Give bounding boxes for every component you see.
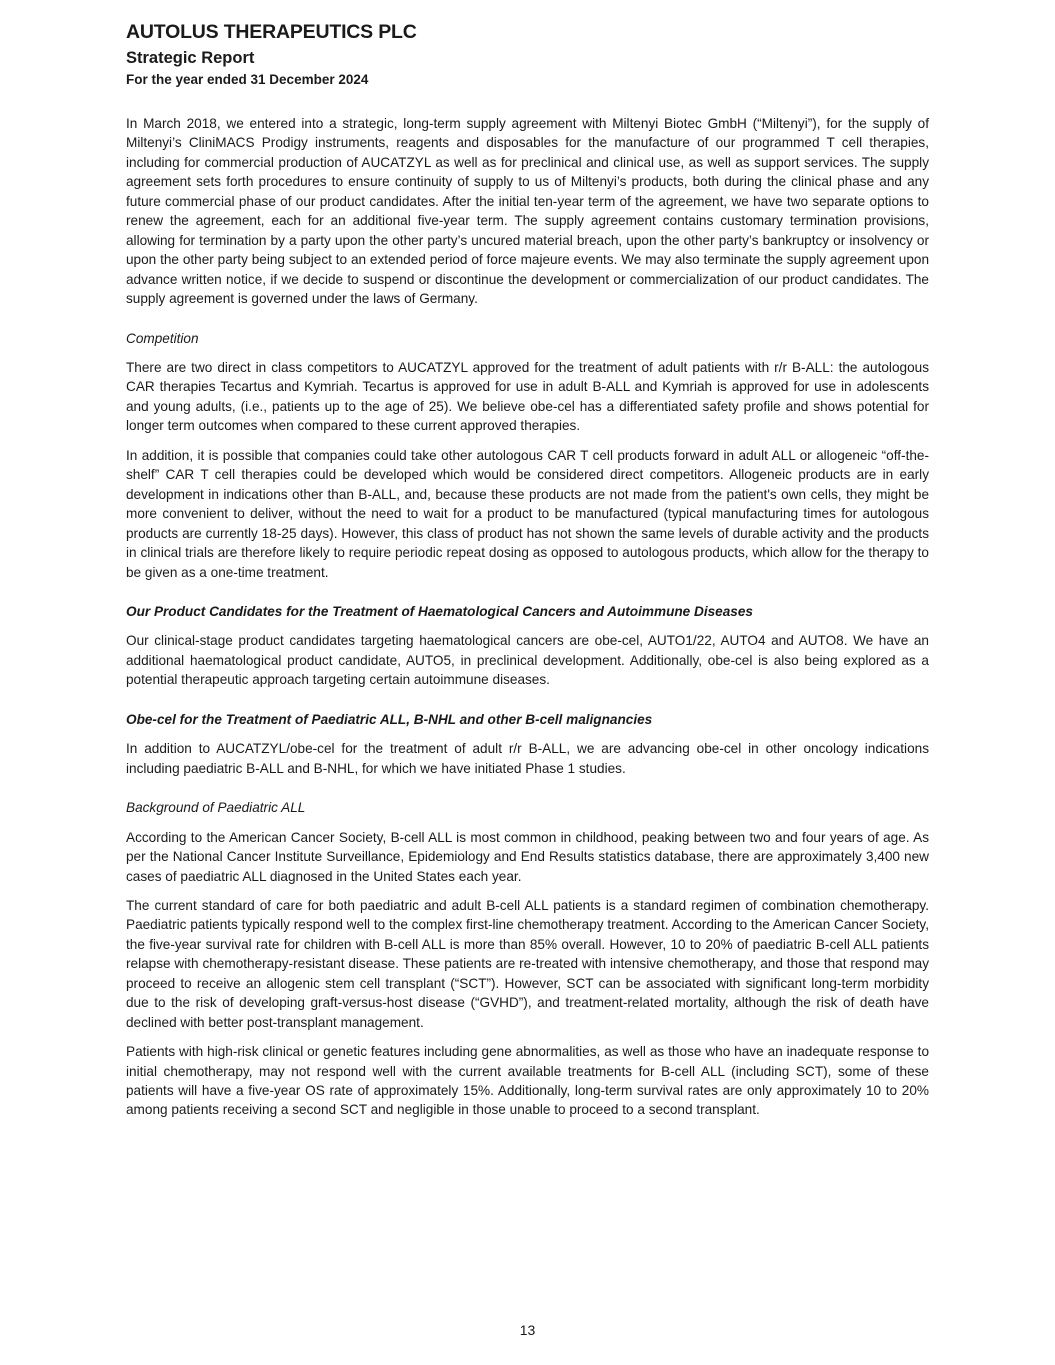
page-number: 13 bbox=[519, 1322, 536, 1338]
paragraph-background-1: According to the American Cancer Society, B-cell ALL is most common in childhood, peaking between two and four years of age. As per the National Cancer Institute Surveillance, Epidemiology and End Results statistics database, there are approximately 3,400 new cases of paediatric ALL diagnosed in the United States each year. bbox=[126, 829, 929, 884]
paragraph-supply-agreement: In March 2018, we entered into a strategic, long-term supply agreement with Miltenyi Biotec GmbH (“Miltenyi”), for the supply of Miltenyi’s CliniMACS Prodigy instruments, reagents and disposables for the manufacture of our programmed T cell therapies, including for commercial production of AUCATZYL as well as for preclinical and clinical use, as well as support services. The supply agreement sets forth procedures to ensure continuity of supply to us of Miltenyi’s products, both during the clinical phase and any future commercial phase of our product candidates. After the initial ten-year term of the agreement, we have two separate options to renew the agreement, each for an additional five-year term. The supply agreement contains customary termination provisions, allowing for termination by a party upon the other party’s uncured material breach, upon the other party’s bankruptcy or insolvency or upon the other party being subject to an extended period of force majeure events. We may also terminate the supply agreement upon advance written notice, if we decide to suspend or discontinue the development or commercialization of our product candidates. The supply agreement is governed under the laws of Germany. bbox=[126, 116, 929, 307]
subheading-competition: Competition bbox=[126, 330, 199, 346]
report-title: Strategic Report bbox=[126, 49, 255, 67]
paragraph-obe-cel: In addition to AUCATZYL/obe-cel for the treatment of adult r/r B-ALL, we are advancing obe-cel in other oncology indications including paediatric B-ALL and B-NHL, for which we have initiated Phase 1 studies. bbox=[126, 741, 929, 776]
report-period: For the year ended 31 December 2024 bbox=[126, 72, 369, 87]
heading-product-candidates: Our Product Candidates for the Treatment of Haematological Cancers and Autoimmune Diseases bbox=[126, 603, 753, 619]
paragraph-competition-1: There are two direct in class competitors to AUCATZYL approved for the treatment of adult patients with r/r B-ALL: the autologous CAR therapies Tecartus and Kymriah. Tecartus is approved for use in adult B-ALL and Kymriah is approved for use in adolescents and young adults, (i.e., patients up to the age of 25). We believe obe-cel has a differentiated safety profile and shows potential for longer term outcomes when compared to these current approved therapies. bbox=[126, 359, 929, 434]
subheading-background-paediatric-all: Background of Paediatric ALL bbox=[126, 800, 306, 816]
page-header bbox=[126, 20, 417, 89]
document-body bbox=[126, 114, 929, 1130]
paragraph-background-2: The current standard of care for both paediatric and adult B-cell ALL patients is a standard regimen of combination chemotherapy. Paediatric patients typically respond well to the complex first-line chemotherapy treatment. According to the American Cancer Society, the five-year survival rate for children with B-cell ALL is more than 85% overall. However, 10 to 20% of paediatric B-cell ALL patients relapse with chemotherapy-resistant disease. These patients are re-treated with intensive chemotherapy, and those that respond may proceed to receive an allogenic stem cell transplant (“SCT”). However, SCT can be associated with significant long-term morbidity due to the risk of developing graft-versus-host disease (“GVHD”), and treatment-related mortality, although the risk of death have declined with better post-transplant management. bbox=[126, 897, 929, 1030]
company-name: AUTOLUS THERAPEUTICS PLC bbox=[126, 21, 417, 43]
paragraph-background-3: Patients with high-risk clinical or genetic features including gene abnormalities, as well as those who have an inadequate response to initial chemotherapy, may not respond well with the current available treatments for B-cell ALL (including SCT), some of these patients will have a five-year OS rate of approximately 15%. Additionally, long-term survival rates are only approximately 10 to 20% among patients receiving a second SCT and negligible in those unable to proceed to a second transplant. bbox=[126, 1044, 929, 1118]
paragraph-competition-2: In addition, it is possible that companies could take other autologous CAR T cell products forward in adult ALL or allogeneic “off-the-shelf” CAR T cell therapies could be developed which would be considered direct competitors. Allogeneic products are in early development in indications other than B-ALL, and, because these products are not made from the patient's own cells, they might be more convenient to deliver, without the need to wait for a product to be manufactured (typical manufacturing times for autologous products are currently 18-25 days). However, this class of product has not shown the same levels of durable activity and the products in clinical trials are therefore likely to require periodic repeat dosing as opposed to autologous products, which allow for the therapy to be given as a one-time treatment. bbox=[126, 447, 929, 580]
heading-obe-cel: Obe-cel for the Treatment of Paediatric ALL, B-NHL and other B-cell malignancies bbox=[126, 711, 653, 727]
paragraph-product-candidates: Our clinical-stage product candidates targeting haematological cancers are obe-cel, AUTO1/22, AUTO4 and AUTO8. We have an additional haematological product candidate, AUTO5, in preclinical development. Additionally, obe-cel is also being explored as a potential therapeutic approach targeting certain autoimmune diseases. bbox=[126, 633, 929, 688]
